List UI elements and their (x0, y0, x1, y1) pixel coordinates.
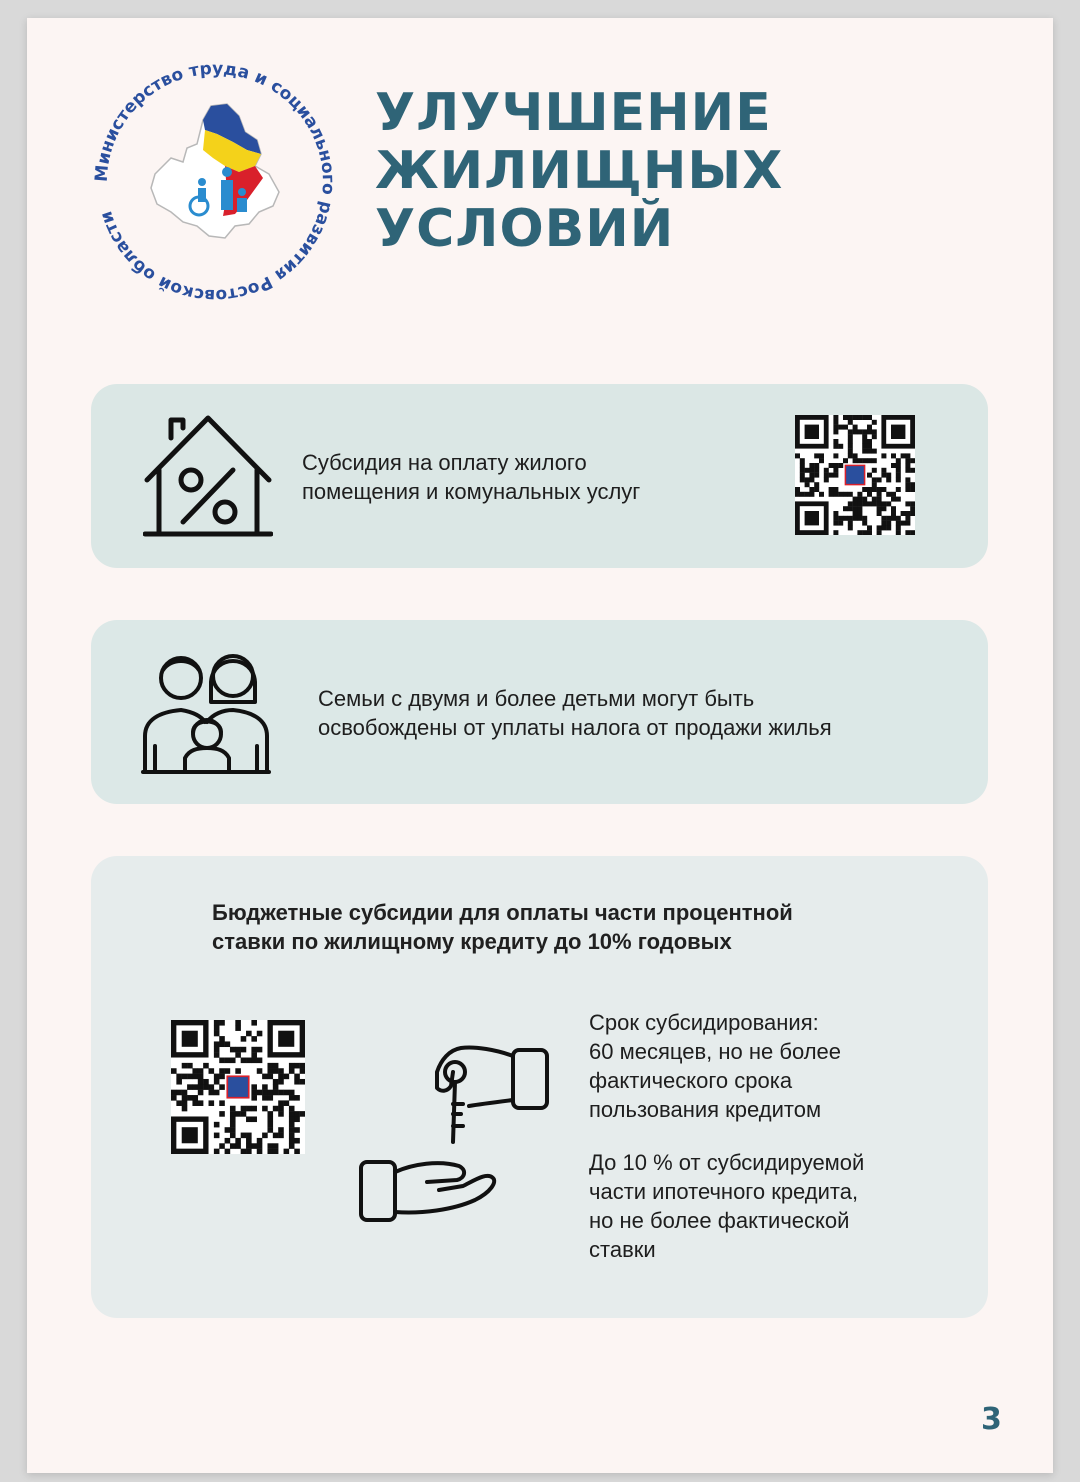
logo-ring-text: Министерство труда и социального развития Ростовской области (91, 58, 339, 306)
text-line: освобождены от уплаты налога от продажи жилья (318, 715, 832, 740)
text-line: ставки (589, 1237, 656, 1262)
card-housing-subsidy (91, 384, 988, 568)
text-line: До 10 % от субсидируемой (589, 1150, 865, 1175)
family-icon (141, 646, 271, 776)
text-line: Субсидия на оплату жилого (302, 450, 587, 475)
text-line: Семьи с двумя и более детьми могут быть (318, 686, 755, 711)
card-family-tax (91, 620, 988, 804)
text-line: Бюджетные субсидии для оплаты части процентной (212, 900, 793, 925)
house-percent-icon (143, 410, 273, 540)
text-line: 60 месяцев, но не более (589, 1039, 842, 1064)
hand-key-icon (357, 1042, 553, 1226)
title-line: УСЛОВИЙ (375, 199, 675, 259)
page-title (375, 84, 783, 258)
card-mortgage-subsidy (91, 856, 988, 1318)
qr-code[interactable] (171, 1020, 305, 1154)
title-line: УЛУЧШЕНИЕ (375, 83, 772, 143)
card-text (302, 448, 640, 506)
page (27, 18, 1053, 1473)
title-line: ЖИЛИЩНЫХ (375, 141, 784, 201)
card-text (318, 684, 832, 742)
card-heading (212, 898, 793, 956)
qr-code[interactable] (795, 415, 915, 535)
text-line: Срок субсидирования: (589, 1010, 819, 1035)
rate-text (589, 1148, 864, 1264)
term-text (589, 1008, 841, 1124)
page-number: 3 (981, 1402, 1002, 1437)
ministry-logo (87, 54, 343, 310)
text-line: помещения и комунальных услуг (302, 479, 641, 504)
text-line: пользования кредитом (589, 1097, 822, 1122)
text-line: ставки по жилищному кредиту до 10% годовых (212, 929, 732, 954)
text-line: фактического срока (589, 1068, 793, 1093)
text-line: части ипотечного кредита, (589, 1179, 859, 1204)
text-line: но не более фактической (589, 1208, 850, 1233)
